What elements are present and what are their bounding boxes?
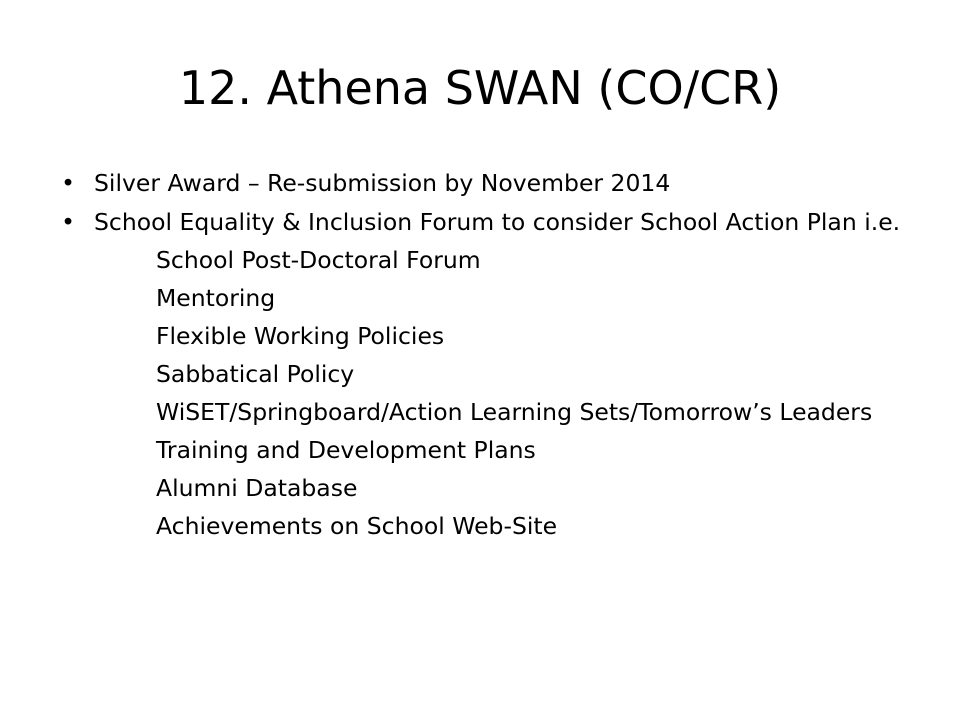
bullet-item [61,169,914,197]
sub-item: Mentoring [156,284,276,312]
sub-item: Training and Development Plans [156,436,536,464]
bullet-dot-icon: • [61,169,75,197]
slide-title: 12. Athena SWAN (CO/CR) [178,61,782,115]
sub-item: Flexible Working Policies [156,322,445,350]
sub-item: WiSET/Springboard/Action Learning Sets/Tomorrow’s Leaders [156,398,873,426]
bullet-text: Silver Award – Re-submission by November 2014 [94,169,671,197]
sub-item: Sabbatical Policy [156,360,355,388]
sub-item: Alumni Database [156,474,358,502]
sub-item: School Post-Doctoral Forum [156,246,481,274]
bullet-text: School Equality & Inclusion Forum to consider School Action Plan i.e. [94,208,901,236]
bullet-dot-icon: • [61,208,75,236]
bullet-item [61,208,914,236]
bullet-list [61,169,914,540]
sub-item: Achievements on School Web-Site [156,512,558,540]
